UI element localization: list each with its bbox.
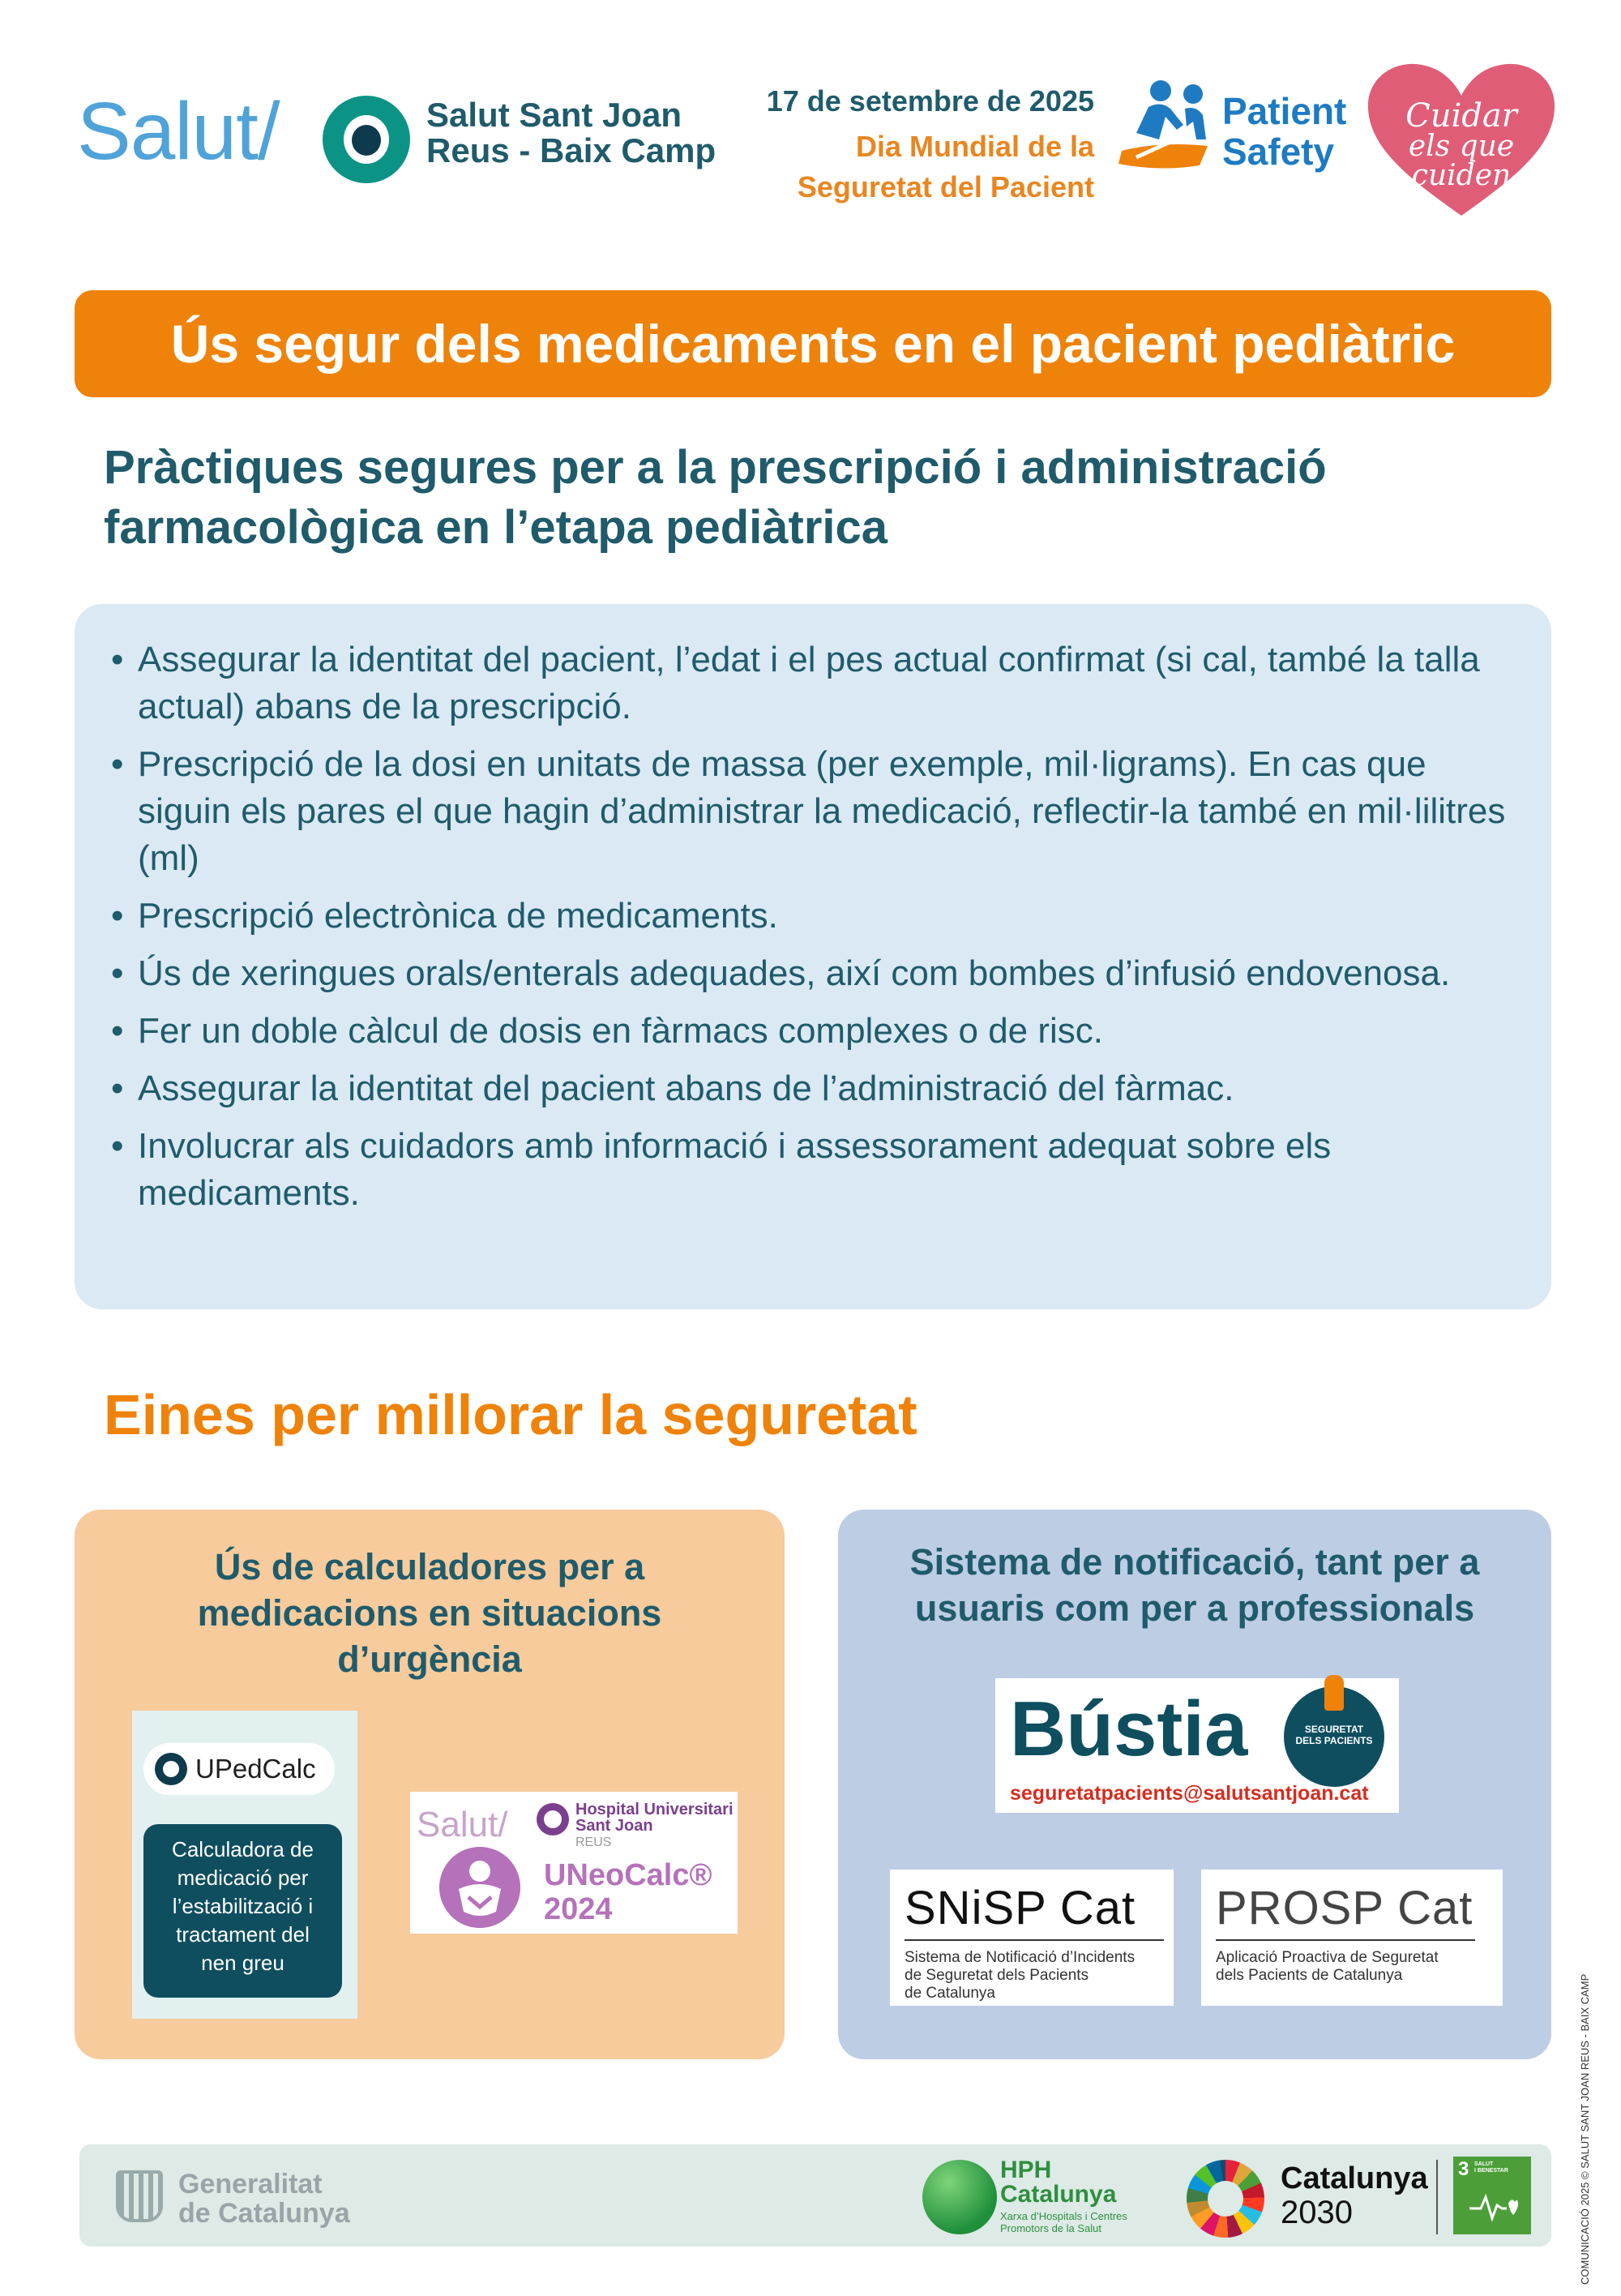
calculators-title-line-2: medicacions en situacions — [197, 1592, 662, 1634]
list-item-text: Involucrar als cuidadors amb informació i assessorament adequat sobre els medicaments. — [138, 1126, 1332, 1213]
uneocalc-name — [544, 1858, 712, 1926]
bullet: • — [111, 1069, 124, 1108]
page-title: Ús segur dels medicaments en el pacient pediàtric — [170, 314, 1456, 374]
heart-logo-icon — [1360, 57, 1563, 219]
bustia-logo[interactable] — [995, 1678, 1399, 1813]
hph-subtitle — [1000, 2210, 1127, 2234]
upedcalc-app-card[interactable] — [132, 1711, 357, 2019]
upedcalc-logo-icon — [155, 1753, 187, 1785]
bustia-word: Bústia — [1010, 1686, 1248, 1772]
side-credit: COMUNICACIÓ 2025 © SALUT SANT JOAN REUS - BAIX CAMP — [1579, 1973, 1591, 2285]
uneocalc-salut-wordmark: Salut/ — [417, 1805, 508, 1844]
list-item-text: Prescripció de la dosi en unitats de massa (per exemple, mil·ligrams). En cas que siguin els pares el que hagin d’administrar la medicació, reflectir-la també en mil·lilitres (ml) — [138, 744, 1506, 878]
bullet: • — [111, 1126, 124, 1166]
practices-heading-line-2: farmacològica en l’etapa pediàtrica — [104, 501, 888, 554]
goal-label-line-1: SALUT — [1474, 2161, 1494, 2167]
patient-safety-line-2: Safety — [1222, 131, 1335, 173]
goal-label — [1474, 2161, 1508, 2174]
snisp-description — [905, 1949, 1135, 2003]
notification-title-line-2: usuaris com per a professionals — [914, 1587, 1475, 1629]
badge-text — [1284, 1724, 1384, 1746]
org-name-line-1: Salut Sant Joan — [426, 96, 682, 134]
prosp-desc-line: Aplicació Proactiva de Seguretat — [1216, 1949, 1439, 1966]
list-item — [111, 636, 1521, 730]
patient-safety-icon — [1112, 76, 1217, 180]
uneocalc-title: UNeoCalc® — [544, 1858, 712, 1892]
snisp-desc-line: Sistema de Notificació d’Incidents — [905, 1949, 1136, 1966]
list-item-text: Assegurar la identitat del pacient abans de l’administració del fàrmac. — [138, 1069, 1234, 1108]
hospital-logo-icon — [537, 1803, 569, 1836]
hospital-city: REUS — [575, 1836, 612, 1849]
snisp-name: SNiSP Cat — [905, 1882, 1136, 1934]
catalunya-2030-year: 2030 — [1281, 2195, 1353, 2230]
event-name-line-1: Dia Mundial de la — [855, 130, 1094, 163]
salut-wordmark: Salut/ — [77, 86, 280, 177]
heartbeat-icon — [1468, 2189, 1520, 2225]
hospital-name-line-1: Hospital Universitari — [575, 1801, 734, 1818]
hph-sub-line-2: Promotors de la Salut — [1000, 2222, 1102, 2234]
calculators-title-line-3: d’urgència — [337, 1638, 522, 1680]
hospital-name — [575, 1801, 734, 1834]
list-item — [111, 741, 1521, 882]
snisp-desc-line: de Seguretat dels Pacients — [905, 1967, 1089, 1984]
upedcalc-desc-line: l’estabilització i — [172, 1894, 314, 1918]
patient-safety-badge-icon — [1284, 1686, 1384, 1787]
list-item — [111, 1123, 1521, 1217]
calculators-title-line-1: Ús de calculadores per a — [214, 1546, 645, 1587]
prosp-name: PROSP Cat — [1216, 1882, 1473, 1934]
practices-heading-line-1: Pràctiques segures per a la prescripció i administració — [104, 441, 1327, 494]
notification-title-line-1: Sistema de notificació, tant per a — [909, 1541, 1480, 1583]
org-name-line-2: Reus - Baix Camp — [426, 131, 716, 169]
bullet: • — [111, 1011, 124, 1051]
hph-name — [1000, 2158, 1116, 2207]
goal-number: 3 — [1458, 2158, 1469, 2180]
snisp-desc-line: de Catalunya — [905, 1985, 995, 2002]
svg-text:els que: els que — [1408, 130, 1515, 163]
practices-heading — [104, 438, 1530, 558]
practices-list — [111, 636, 1521, 1227]
upedcalc-desc-line: Calculadora de — [172, 1837, 314, 1861]
divider — [905, 1939, 1164, 1941]
svg-text:Cuidar: Cuidar — [1405, 97, 1517, 135]
list-item-text: Fer un doble càlcul de dosis en fàrmacs complexes o de risc. — [138, 1011, 1104, 1051]
bullet: • — [111, 896, 124, 936]
tools-heading: Eines per millorar la seguretat — [104, 1383, 917, 1446]
prosp-description — [1216, 1949, 1439, 1985]
calculators-card-title — [75, 1544, 785, 1682]
badge-text-line-1: SEGURETAT — [1304, 1724, 1364, 1735]
list-item — [111, 950, 1521, 997]
upedcalc-name: UPedCalc — [195, 1754, 316, 1784]
bullet: • — [111, 744, 124, 784]
upedcalc-header — [143, 1743, 335, 1795]
upedcalc-desc-line: tractament del — [176, 1922, 310, 1947]
uneocalc-year: 2024 — [544, 1892, 613, 1926]
hph-name-line-2: Catalunya — [1000, 2181, 1117, 2208]
baby-icon — [439, 1847, 520, 1928]
list-item — [111, 1065, 1521, 1112]
notification-card-title — [838, 1539, 1551, 1631]
list-item — [111, 1008, 1521, 1055]
upedcalc-desc-line: medicació per — [177, 1866, 309, 1890]
upedcalc-description — [143, 1824, 342, 1998]
title-banner — [75, 290, 1551, 397]
sant-joan-logo-icon — [323, 96, 410, 183]
bullet: • — [111, 953, 124, 993]
snisp-logo[interactable] — [890, 1870, 1174, 2006]
bullet: • — [111, 640, 124, 679]
generalitat-emblem-icon — [116, 2170, 163, 2222]
badge-text-line-2: DELS PACIENTS — [1295, 1735, 1373, 1746]
hph-sub-line-1: Xarxa d’Hospitals i Centres — [1000, 2210, 1127, 2222]
uneocalc-logo[interactable] — [410, 1792, 738, 1934]
sdg-wheel-icon — [1187, 2160, 1264, 2238]
generalitat-line-2: de Catalunya — [178, 2198, 350, 2229]
upedcalc-desc-line: nen greu — [201, 1951, 284, 1975]
sdg-goal-3-icon — [1453, 2157, 1531, 2234]
org-name — [426, 97, 716, 169]
goal-label-line-2: I BENESTAR — [1474, 2168, 1508, 2174]
prosp-logo[interactable] — [1201, 1870, 1503, 2006]
prosp-desc-line: dels Pacients de Catalunya — [1216, 1967, 1403, 1984]
exclamation-icon — [1324, 1675, 1344, 1711]
catalunya-2030-name: Catalunya — [1281, 2161, 1428, 2195]
list-item-text: Prescripció electrònica de medicaments. — [138, 896, 778, 936]
list-item-text: Assegurar la identitat del pacient, l’edat i el pes actual confirmat (si cal, també la talla actual) abans de la prescripció. — [138, 640, 1480, 726]
svg-text:cuiden: cuiden — [1411, 159, 1512, 192]
contact-email-link[interactable]: seguretatpacients@salutsantjoan.cat — [1010, 1782, 1369, 1805]
list-item-text: Ús de xeringues orals/enterals adequades, així com bombes d’infusió endovenosa. — [138, 953, 1451, 993]
hph-name-line-1: HPH — [1000, 2157, 1052, 2183]
patient-safety-line-1: Patient — [1222, 90, 1347, 132]
footer-divider — [1436, 2160, 1438, 2234]
hospital-name-line-2: Sant Joan — [575, 1817, 653, 1835]
practices-box — [75, 604, 1551, 1309]
event-name-line-2: Seguretat del Pacient — [797, 170, 1094, 203]
list-item — [111, 893, 1521, 940]
event-date: 17 de setembre de 2025 — [766, 84, 1094, 118]
hph-globe-icon — [922, 2160, 997, 2234]
divider — [1216, 1939, 1475, 1941]
patient-safety-logo-text — [1222, 91, 1346, 172]
generalitat-name — [178, 2170, 350, 2228]
event-name — [746, 126, 1094, 208]
generalitat-line-1: Generalitat — [178, 2169, 323, 2200]
